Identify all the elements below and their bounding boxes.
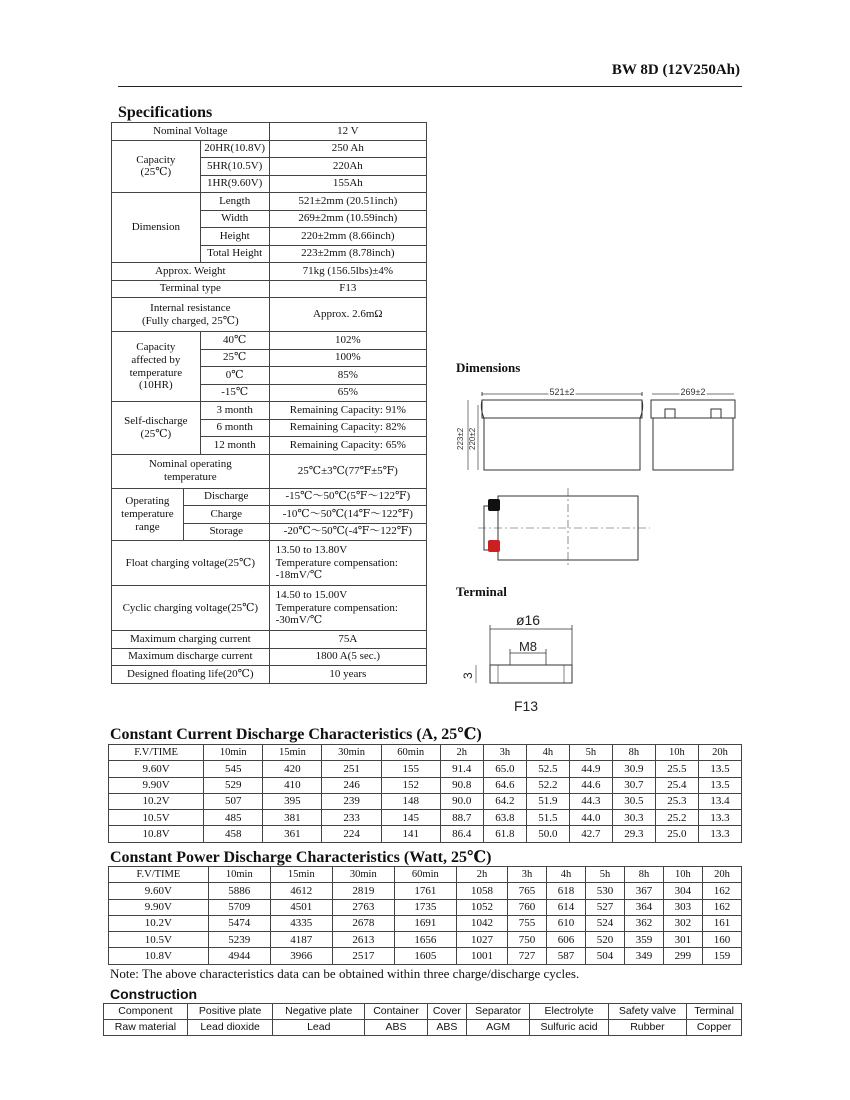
- table-header-cell: 20h: [702, 867, 741, 883]
- table-cell: 527: [586, 899, 625, 915]
- spec-row: [112, 648, 427, 666]
- table-row: [109, 883, 742, 899]
- table-cell: Rubber: [608, 1020, 686, 1036]
- spec-value: -20℃～50℃(-4℉～122℉): [269, 523, 426, 541]
- spec-label: Nominal operating temperature: [112, 454, 270, 488]
- total-height-dimension-label: 223±2: [456, 427, 465, 450]
- spec-label: Designed floating life(20℃): [112, 666, 270, 684]
- table-cell: 1027: [456, 932, 507, 948]
- table-header-cell: 2h: [456, 867, 507, 883]
- table-cell: 1001: [456, 948, 507, 964]
- table-cell: 162: [702, 899, 741, 915]
- table-header-cell: Positive plate: [187, 1004, 272, 1020]
- terminal-heading: Terminal: [456, 584, 507, 599]
- table-cell: 25.0: [655, 826, 698, 842]
- table-cell: 30.3: [612, 810, 655, 826]
- spec-row: [112, 454, 427, 488]
- document-title: BW 8D (12V250Ah): [611, 62, 740, 78]
- specifications-heading: Specifications: [118, 104, 213, 121]
- spec-label: Internal resistance (Fully charged, 25℃): [112, 298, 270, 332]
- table-cell: 160: [702, 932, 741, 948]
- table-cell: 13.3: [698, 826, 741, 842]
- table-cell: 5474: [208, 915, 270, 931]
- spec-row: [112, 123, 427, 141]
- table-cell: 381: [263, 810, 322, 826]
- table-header-cell: 60min: [394, 867, 456, 883]
- table-cell: 367: [624, 883, 663, 899]
- table-cell: 614: [547, 899, 586, 915]
- table-cell: 44.9: [569, 761, 612, 777]
- table-header-cell: 15min: [263, 745, 322, 761]
- table-cell: 2613: [332, 932, 394, 948]
- spec-sublabel: 40℃: [200, 332, 269, 350]
- table-header-cell: 4h: [526, 745, 569, 761]
- table-cell: 148: [381, 793, 440, 809]
- header-divider: [118, 86, 742, 87]
- row-label-cell: 9.90V: [109, 777, 204, 793]
- spec-group-label: Operating temperature range: [112, 488, 184, 541]
- table-cell: 410: [263, 777, 322, 793]
- spec-row: [112, 193, 427, 211]
- table-header-cell: Terminal: [687, 1004, 742, 1020]
- table-cell: AGM: [466, 1020, 529, 1036]
- table-header-cell: Container: [365, 1004, 428, 1020]
- spec-row: [112, 402, 427, 420]
- spec-value: 269±2mm (10.59inch): [269, 210, 426, 228]
- table-header-cell: 2h: [440, 745, 483, 761]
- table-cell: 64.6: [483, 777, 526, 793]
- spec-value: 13.50 to 13.80V Temperature compensation: -18mV/℃: [269, 541, 426, 586]
- table-header-cell: 10min: [204, 745, 263, 761]
- table-cell: 90.0: [440, 793, 483, 809]
- spec-value: Remaining Capacity: 65%: [269, 437, 426, 455]
- table-cell: ABS: [427, 1020, 466, 1036]
- table-cell: 299: [663, 948, 702, 964]
- table-cell: 25.5: [655, 761, 698, 777]
- table-cell: 2819: [332, 883, 394, 899]
- spec-row: [112, 586, 427, 631]
- table-cell: 161: [702, 915, 741, 931]
- table-cell: Copper: [687, 1020, 742, 1036]
- spec-value: 100%: [269, 349, 426, 367]
- spec-value: 12 V: [269, 123, 426, 141]
- row-label-cell: 10.5V: [109, 932, 209, 948]
- table-cell: 25.4: [655, 777, 698, 793]
- height-dimension-label: 220±2: [468, 427, 477, 450]
- table-header-cell: 8h: [624, 867, 663, 883]
- spec-sublabel: Discharge: [183, 488, 269, 506]
- spec-row: [112, 541, 427, 586]
- spec-value: 10 years: [269, 666, 426, 684]
- spec-value: 102%: [269, 332, 426, 350]
- table-header-cell: Separator: [466, 1004, 529, 1020]
- table-cell: 2763: [332, 899, 394, 915]
- spec-label: Cyclic charging voltage(25℃): [112, 586, 270, 631]
- table-cell: 485: [204, 810, 263, 826]
- spec-sublabel: Width: [200, 210, 269, 228]
- table-cell: 44.0: [569, 810, 612, 826]
- table-cell: 303: [663, 899, 702, 915]
- row-label-cell: 10.5V: [109, 810, 204, 826]
- spec-value: 1800 A(5 sec.): [269, 648, 426, 666]
- table-cell: 5709: [208, 899, 270, 915]
- table-cell: 2517: [332, 948, 394, 964]
- table-cell: 88.7: [440, 810, 483, 826]
- table-cell: 4335: [270, 915, 332, 931]
- table-header-row: [109, 745, 742, 761]
- table-cell: 233: [322, 810, 381, 826]
- spec-value: Approx. 2.6mΩ: [269, 298, 426, 332]
- table-header-cell: 10h: [655, 745, 698, 761]
- table-cell: 301: [663, 932, 702, 948]
- terminal-drawing: [458, 605, 588, 717]
- dimensions-drawing: [440, 378, 750, 568]
- table-cell: 545: [204, 761, 263, 777]
- spec-label: Maximum discharge current: [112, 648, 270, 666]
- spec-sublabel: -15℃: [200, 384, 269, 402]
- table-cell: 349: [624, 948, 663, 964]
- table-cell: 1052: [456, 899, 507, 915]
- table-row: [109, 899, 742, 915]
- spec-sublabel: Storage: [183, 523, 269, 541]
- table-cell: 361: [263, 826, 322, 842]
- table-cell: 1656: [394, 932, 456, 948]
- table-cell: 251: [322, 761, 381, 777]
- spec-row: [112, 488, 427, 506]
- row-label-cell: 10.8V: [109, 826, 204, 842]
- spec-value: 75A: [269, 631, 426, 649]
- table-header-cell: Cover: [427, 1004, 466, 1020]
- table-cell: 91.4: [440, 761, 483, 777]
- table-header-cell: Safety valve: [608, 1004, 686, 1020]
- spec-label: Terminal type: [112, 280, 270, 298]
- spec-value: 250 Ah: [269, 140, 426, 158]
- spec-group-label: Capacity (25℃): [112, 140, 201, 193]
- table-cell: 42.7: [569, 826, 612, 842]
- table-cell: 52.5: [526, 761, 569, 777]
- table-cell: 63.8: [483, 810, 526, 826]
- table-cell: 1691: [394, 915, 456, 931]
- table-header-row: [109, 867, 742, 883]
- table-cell: 86.4: [440, 826, 483, 842]
- table-cell: Sulfuric acid: [530, 1020, 608, 1036]
- spec-value: 521±2mm (20.51inch): [269, 193, 426, 211]
- terminal-height-label: 3: [461, 672, 475, 679]
- spec-sublabel: 25℃: [200, 349, 269, 367]
- table-cell: 155: [381, 761, 440, 777]
- table-cell: 1058: [456, 883, 507, 899]
- table-header-cell: Component: [104, 1004, 188, 1020]
- footnote: Note: The above characteristics data can be obtained within three charge/discharge cycles.: [110, 966, 580, 981]
- dimensions-heading: Dimensions: [456, 360, 521, 375]
- table-cell: 239: [322, 793, 381, 809]
- power-discharge-table: [108, 866, 742, 965]
- row-label-cell: 10.8V: [109, 948, 209, 964]
- table-cell: 30.5: [612, 793, 655, 809]
- spec-sublabel: 20HR(10.8V): [200, 140, 269, 158]
- spec-row: [112, 631, 427, 649]
- table-row: [109, 761, 742, 777]
- table-cell: 145: [381, 810, 440, 826]
- table-cell: 395: [263, 793, 322, 809]
- table-header-cell: 20h: [698, 745, 741, 761]
- spec-group-label: Dimension: [112, 193, 201, 263]
- side-view: [651, 387, 735, 470]
- table-cell: 13.3: [698, 810, 741, 826]
- spec-label: Approx. Weight: [112, 263, 270, 281]
- table-cell: 152: [381, 777, 440, 793]
- spec-row: [112, 298, 427, 332]
- spec-value: 220±2mm (8.66inch): [269, 228, 426, 246]
- table-cell: 13.4: [698, 793, 741, 809]
- table-cell: 304: [663, 883, 702, 899]
- power-discharge-heading: Constant Power Discharge Characteristics (Watt, 25℃): [110, 849, 492, 866]
- spec-row: [112, 263, 427, 281]
- table-cell: 25.2: [655, 810, 698, 826]
- table-row: [109, 810, 742, 826]
- spec-label: Maximum charging current: [112, 631, 270, 649]
- table-cell: 529: [204, 777, 263, 793]
- table-cell: 30.9: [612, 761, 655, 777]
- table-header-cell: F.V/TIME: [109, 745, 204, 761]
- spec-value: F13: [269, 280, 426, 298]
- table-cell: 1735: [394, 899, 456, 915]
- spec-sublabel: Length: [200, 193, 269, 211]
- table-cell: Raw material: [104, 1020, 188, 1036]
- table-cell: 51.5: [526, 810, 569, 826]
- spec-sublabel: 1HR(9.60V): [200, 175, 269, 193]
- table-cell: 507: [204, 793, 263, 809]
- table-cell: 5886: [208, 883, 270, 899]
- spec-sublabel: 6 month: [200, 419, 269, 437]
- table-cell: ABS: [365, 1020, 428, 1036]
- spec-sublabel: 5HR(10.5V): [200, 158, 269, 176]
- front-view: [456, 378, 750, 470]
- table-cell: 765: [508, 883, 547, 899]
- table-cell: 587: [547, 948, 586, 964]
- terminal-thread-label: M8: [518, 639, 538, 654]
- table-header-cell: 60min: [381, 745, 440, 761]
- spec-value: 85%: [269, 367, 426, 385]
- table-cell: 162: [702, 883, 741, 899]
- table-cell: 44.3: [569, 793, 612, 809]
- table-header-cell: 10min: [208, 867, 270, 883]
- table-cell: 4944: [208, 948, 270, 964]
- table-cell: 224: [322, 826, 381, 842]
- table-cell: 4501: [270, 899, 332, 915]
- table-row: [109, 826, 742, 842]
- table-row: [109, 948, 742, 964]
- table-cell: 760: [508, 899, 547, 915]
- table-cell: Lead: [273, 1020, 365, 1036]
- spec-row: [112, 140, 427, 158]
- table-cell: 1042: [456, 915, 507, 931]
- table-header-row: [104, 1004, 742, 1020]
- table-header-cell: 5h: [586, 867, 625, 883]
- spec-group-label: Self-discharge (25℃): [112, 402, 201, 455]
- spec-sublabel: Height: [200, 228, 269, 246]
- table-row: [109, 777, 742, 793]
- table-cell: 520: [586, 932, 625, 948]
- table-header-cell: F.V/TIME: [109, 867, 209, 883]
- table-header-cell: Electrolyte: [530, 1004, 608, 1020]
- spec-sublabel: Total Height: [200, 245, 269, 263]
- table-row: [109, 793, 742, 809]
- row-label-cell: 9.90V: [109, 899, 209, 915]
- table-row: [109, 932, 742, 948]
- row-label-cell: 10.2V: [109, 793, 204, 809]
- table-cell: 141: [381, 826, 440, 842]
- table-row: [104, 1020, 742, 1036]
- length-dimension-label: 521±2: [549, 387, 575, 397]
- spec-value: 71kg (156.5lbs)±4%: [269, 263, 426, 281]
- table-header-cell: 15min: [270, 867, 332, 883]
- spec-group-label: Capacity affected by temperature (10HR): [112, 332, 201, 402]
- table-header-cell: 5h: [569, 745, 612, 761]
- table-cell: 420: [263, 761, 322, 777]
- table-cell: 727: [508, 948, 547, 964]
- table-cell: 618: [547, 883, 586, 899]
- table-header-cell: 30min: [322, 745, 381, 761]
- table-cell: 51.9: [526, 793, 569, 809]
- table-header-cell: 4h: [547, 867, 586, 883]
- negative-terminal-icon: [488, 499, 500, 511]
- current-discharge-table: [108, 744, 742, 843]
- table-cell: 13.5: [698, 761, 741, 777]
- table-cell: 64.2: [483, 793, 526, 809]
- table-cell: 50.0: [526, 826, 569, 842]
- table-cell: 1605: [394, 948, 456, 964]
- spec-value: 65%: [269, 384, 426, 402]
- spec-sublabel: 0℃: [200, 367, 269, 385]
- table-cell: 524: [586, 915, 625, 931]
- table-cell: 458: [204, 826, 263, 842]
- table-cell: 4187: [270, 932, 332, 948]
- spec-value: 220Ah: [269, 158, 426, 176]
- spec-value: 223±2mm (8.78inch): [269, 245, 426, 263]
- table-cell: 362: [624, 915, 663, 931]
- table-row: [109, 915, 742, 931]
- spec-value: 14.50 to 15.00V Temperature compensation: -30mV/℃: [269, 586, 426, 631]
- spec-label: Float charging voltage(25℃): [112, 541, 270, 586]
- row-label-cell: 10.2V: [109, 915, 209, 931]
- table-cell: 52.2: [526, 777, 569, 793]
- spec-sublabel: 12 month: [200, 437, 269, 455]
- spec-row: [112, 666, 427, 684]
- construction-heading: Construction: [110, 986, 198, 1002]
- table-header-cell: Negative plate: [273, 1004, 365, 1020]
- table-cell: 44.6: [569, 777, 612, 793]
- current-discharge-heading: Constant Current Discharge Characteristics (A, 25℃): [110, 726, 482, 743]
- table-cell: 1761: [394, 883, 456, 899]
- spec-label: Nominal Voltage: [112, 123, 270, 141]
- table-cell: 159: [702, 948, 741, 964]
- table-cell: 90.8: [440, 777, 483, 793]
- terminal-diameter-label: ø16: [515, 612, 541, 628]
- row-label-cell: 9.60V: [109, 761, 204, 777]
- table-header-cell: 10h: [663, 867, 702, 883]
- table-cell: 65.0: [483, 761, 526, 777]
- spec-value: -15℃～50℃(5℉～122℉): [269, 488, 426, 506]
- table-cell: 530: [586, 883, 625, 899]
- table-cell: 246: [322, 777, 381, 793]
- table-cell: 30.7: [612, 777, 655, 793]
- table-cell: 61.8: [483, 826, 526, 842]
- table-cell: 504: [586, 948, 625, 964]
- table-cell: 25.3: [655, 793, 698, 809]
- width-dimension-label: 269±2: [680, 387, 706, 397]
- table-header-cell: 3h: [508, 867, 547, 883]
- spec-value: 25℃±3℃(77℉±5℉): [269, 454, 426, 488]
- specifications-table: [111, 122, 427, 684]
- table-cell: 610: [547, 915, 586, 931]
- table-cell: 606: [547, 932, 586, 948]
- spec-value: Remaining Capacity: 91%: [269, 402, 426, 420]
- table-cell: 4612: [270, 883, 332, 899]
- table-header-cell: 30min: [332, 867, 394, 883]
- positive-terminal-icon: [488, 540, 500, 552]
- spec-value: -10℃～50℃(14℉～122℉): [269, 506, 426, 524]
- table-cell: Lead dioxide: [187, 1020, 272, 1036]
- table-header-cell: 8h: [612, 745, 655, 761]
- table-cell: 359: [624, 932, 663, 948]
- spec-value: 155Ah: [269, 175, 426, 193]
- top-view: [478, 488, 650, 568]
- table-cell: 302: [663, 915, 702, 931]
- spec-value: Remaining Capacity: 82%: [269, 419, 426, 437]
- table-cell: 29.3: [612, 826, 655, 842]
- terminal-type-label: F13: [513, 698, 539, 714]
- table-cell: 5239: [208, 932, 270, 948]
- spec-row: [112, 332, 427, 350]
- spec-row: [112, 280, 427, 298]
- table-cell: 364: [624, 899, 663, 915]
- spec-sublabel: 3 month: [200, 402, 269, 420]
- table-cell: 750: [508, 932, 547, 948]
- table-cell: 755: [508, 915, 547, 931]
- table-header-cell: 3h: [483, 745, 526, 761]
- table-cell: 3966: [270, 948, 332, 964]
- construction-table: [103, 1003, 742, 1036]
- table-cell: 2678: [332, 915, 394, 931]
- spec-sublabel: Charge: [183, 506, 269, 524]
- row-label-cell: 9.60V: [109, 883, 209, 899]
- table-cell: 13.5: [698, 777, 741, 793]
